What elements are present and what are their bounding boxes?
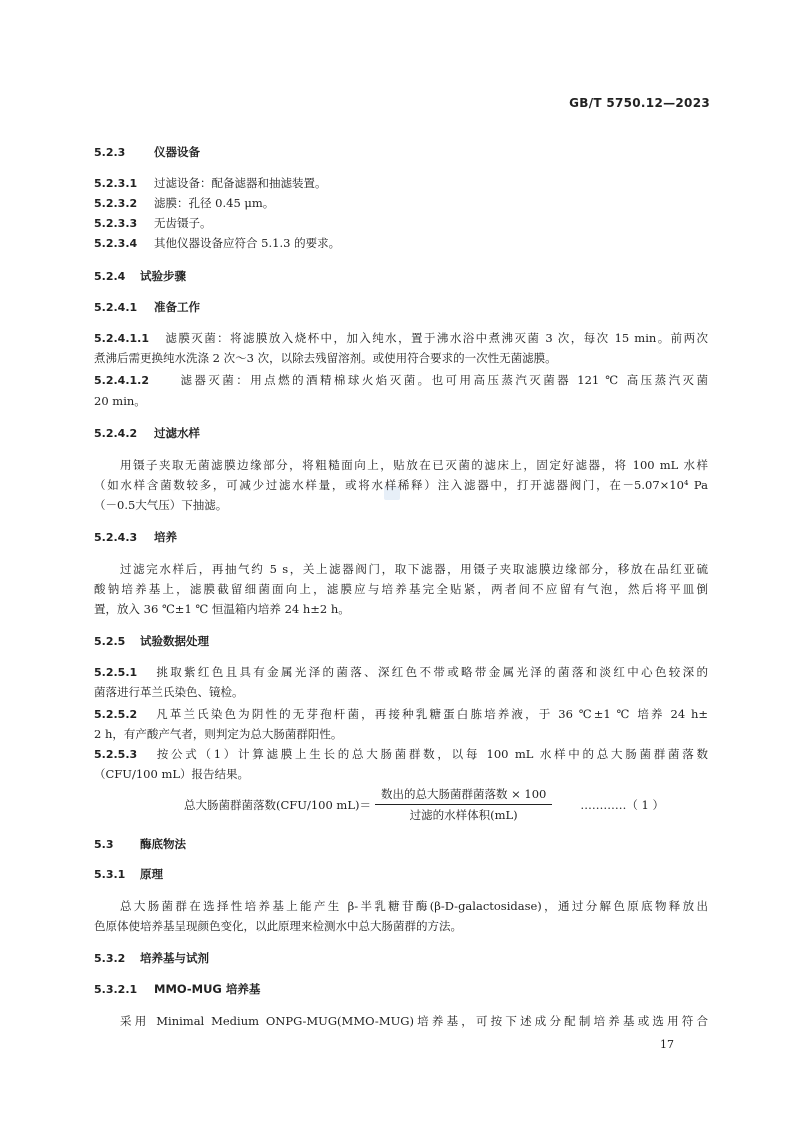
formula-numerator: 数出的总大肠菌群菌落数 × 100	[375, 786, 552, 805]
clause-5-2-5-3: 5.2.5.3 按公式（1）计算滤膜上生长的总大肠菌群数，以每 100 mL 水样中的总大肠菌群菌落数	[94, 747, 708, 761]
heading-5-2-4-3: 5.2.4.3 培养	[94, 530, 177, 544]
clause-5-2-3-3: 5.2.3.3 无齿镊子。	[94, 216, 212, 230]
heading-5-3-2: 5.3.2 培养基与试剂	[94, 951, 209, 965]
clause-5-2-3-4: 5.2.3.4 其他仪器设备应符合 5.1.3 的要求。	[94, 236, 341, 250]
formula-lhs: 总大肠菌群菌落数(CFU/100 mL)＝	[184, 797, 371, 812]
heading-5-2-3: 5.2.3 仪器设备	[94, 145, 200, 159]
para-5-3-1-line2: 色原体使培养基呈现颜色变化，以此原理来检测水中总大肠菌群的方法。	[94, 919, 462, 933]
clause-5-2-3-1: 5.2.3.1 过滤设备：配备滤器和抽滤装置。	[94, 176, 327, 190]
clause-5-2-4-1-1: 5.2.4.1.1 滤膜灭菌：将滤膜放入烧杯中，加入纯水，置于沸水浴中煮沸灭菌 3 次，每次 15 min。前两次	[94, 331, 708, 345]
formula-1	[184, 786, 664, 823]
formula-fraction	[375, 786, 552, 823]
para-5-3-2-1-line1: 采用 Minimal Medium ONPG-MUG(MMO-MUG)培养基，可按下述成分配制培养基或选用符合	[120, 1014, 708, 1028]
heading-5-2-4-1: 5.2.4.1 准备工作	[94, 300, 200, 314]
heading-5-2-4-2: 5.2.4.2 过滤水样	[94, 426, 200, 440]
para-5-3-1-line1: 总大肠菌群在选择性培养基上能产生 β-半乳糖苷酶(β-D-galactosidase)，通过分解色原底物释放出	[120, 899, 708, 913]
standard-number: GB/T 5750.12—2023	[569, 96, 710, 110]
clause-5-2-5-1-cont: 菌落进行革兰氏染色、镜检。	[94, 685, 244, 699]
clause-5-2-4-1-1-cont: 煮沸后需更换纯水洗涤 2 次～3 次，以除去残留溶剂。或使用符合要求的一次性无菌滤膜。	[94, 351, 557, 365]
heading-5-3: 5.3 酶底物法	[94, 837, 186, 851]
clause-5-2-4-1-2-cont: 20 min。	[94, 394, 146, 408]
para-5-2-4-2-line2: （如水样含菌数较多，可减少过滤水样量，或将水样稀释）注入滤器中，打开滤器阀门，在－5.07×10⁴ Pa	[94, 478, 708, 492]
para-5-2-4-3-line1: 过滤完水样后，再抽气约 5 s，关上滤器阀门，取下滤器，用镊子夹取滤膜边缘部分，移放在品红亚硫	[120, 562, 708, 576]
heading-5-3-2-1: 5.3.2.1 MMO-MUG 培养基	[94, 982, 261, 996]
heading-5-2-4: 5.2.4 试验步骤	[94, 269, 186, 283]
clause-5-2-5-2: 5.2.5.2 凡革兰氏染色为阴性的无芽孢杆菌，再接种乳糖蛋白胨培养液，于 36 ℃±1 ℃ 培养 24 h±	[94, 707, 708, 721]
formula-number: …………（ 1 ）	[580, 797, 665, 812]
clause-5-2-3-2: 5.2.3.2 滤膜：孔径 0.45 μm。	[94, 196, 275, 210]
formula-denominator: 过滤的水样体积(mL)	[409, 808, 518, 822]
clause-5-2-5-2-cont: 2 h，有产酸产气者，则判定为总大肠菌群阳性。	[94, 727, 343, 741]
para-5-2-4-2-line1: 用镊子夹取无菌滤膜边缘部分，将粗糙面向上，贴放在已灭菌的滤床上，固定好滤器，将 100 mL 水样	[120, 458, 708, 472]
para-5-2-4-3-line3: 置，放入 36 ℃±1 ℃ 恒温箱内培养 24 h±2 h。	[94, 602, 350, 616]
clause-5-2-4-1-2: 5.2.4.1.2 滤器灭菌：用点燃的酒精棉球火焰灭菌。也可用高压蒸汽灭菌器 121 ℃ 高压蒸汽灭菌	[94, 373, 708, 387]
heading-5-2-5: 5.2.5 试验数据处理	[94, 634, 209, 648]
clause-5-2-5-3-cont: （CFU/100 mL）报告结果。	[94, 767, 249, 781]
clause-5-2-5-1: 5.2.5.1 挑取紫红色且具有金属光泽的菌落、深红色不带或略带金属光泽的菌落和淡红中心色较深的	[94, 665, 708, 679]
page-number: 17	[660, 1038, 674, 1051]
para-5-2-4-2-line3: （－0.5大气压）下抽滤。	[94, 498, 228, 512]
heading-5-3-1: 5.3.1 原理	[94, 867, 163, 881]
para-5-2-4-3-line2: 酸钠培养基上，滤膜截留细菌面向上，滤膜应与培养基完全贴紧，两者间不应留有气泡，然后将平皿倒	[94, 582, 708, 596]
